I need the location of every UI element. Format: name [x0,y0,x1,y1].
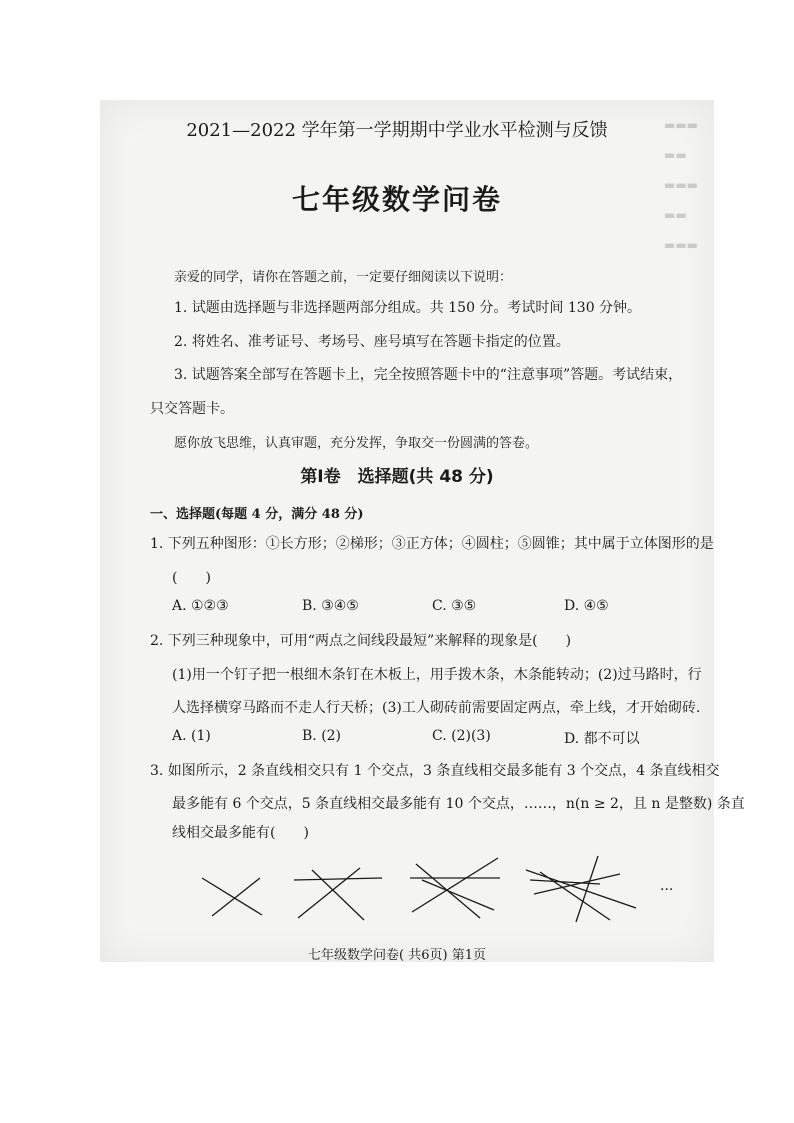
question-3-text: 3. 如图所示，2 条直线相交只有 1 个交点，3 条直线相交最多能有 3 个交点，4 条直线相交 [150,763,720,779]
section-heading: 第Ⅰ卷 选择题(共 48 分) [300,467,494,487]
question-2-line-2: (1)用一个钉子把一根细木条钉在木板上，用手拨木条，木条能转动；(2)过马路时，行 [172,667,702,683]
question-2-line-3: 人选择横穿马路而不走人行天桥；(3)工人砌砖前需要固定两点，牵上线，才开始砌砖. [172,700,701,716]
part-heading: 一、选择题(每题 4 分，满分 48 分) [150,507,364,522]
instruction-3: 3. 试题答案全部写在答题卡上，完全按照答题卡中的“注意事项”答题。考试结束， [174,367,683,383]
question-2-text: 2. 下列三种现象中，可用“两点之间线段最短”来解释的现象是( ) [150,633,572,649]
question-1-option-b: B. ③④⑤ [302,598,359,614]
question-1-text: 1. 下列五种图形：①长方形；②梯形；③正方体；④圆柱；⑤圆锥；其中属于立体图形的是 [150,536,714,552]
question-2-option-b: B. (2) [302,728,342,744]
instruction-1: 1. 试题由选择题与非选择题两部分组成。共 150 分。考试时间 130 分钟。 [174,300,642,316]
two-lines-diagram [202,878,262,916]
question-1-option-a: A. ①②③ [172,598,229,614]
question-1-blank: ( ) [172,570,211,586]
question-3-line-2: 最多能有 6 个交点，5 条直线相交最多能有 10 个交点，……，n(n ≥ 2，且 n 是整数) 条直 [172,796,745,812]
figure-ellipsis: ··· [660,882,674,898]
three-lines-diagram [294,868,382,920]
five-lines-diagram [526,856,636,922]
page-footer: 七年级数学问卷( 共6页) 第1页 [308,948,486,963]
greeting: 亲爱的同学，请你在答题之前，一定要仔细阅读以下说明： [174,270,513,285]
instruction-3-continued: 只交答题卡。 [150,401,234,417]
question-1-option-c: C. ③⑤ [432,598,477,614]
question-1-option-d: D. ④⑤ [564,598,609,614]
question-2-option-a: A. (1) [172,728,211,744]
question-2-option-c: C. (2)(3) [432,728,491,744]
bleed-through-shadow: ▬▬▬ ▬▬ ▬▬▬ ▬▬ ▬▬▬ [664,118,699,252]
four-lines-diagram [410,858,500,918]
question-2-option-d: D. 都不可以 [564,731,640,747]
instruction-2: 2. 将姓名、准考证号、考场号、座号填写在答题卡指定的位置。 [174,334,570,350]
wish-text: 愿你放飞思维，认真审题，充分发挥，争取交一份圆满的答卷。 [174,436,539,451]
paper-title: 七年级数学问卷 [291,183,502,216]
question-3-line-3: 线相交最多能有( ) [172,825,309,841]
intersecting-lines-figure [190,850,690,930]
exam-title: 2021—2022 学年第一学期期中学业水平检测与反馈 [186,120,608,141]
